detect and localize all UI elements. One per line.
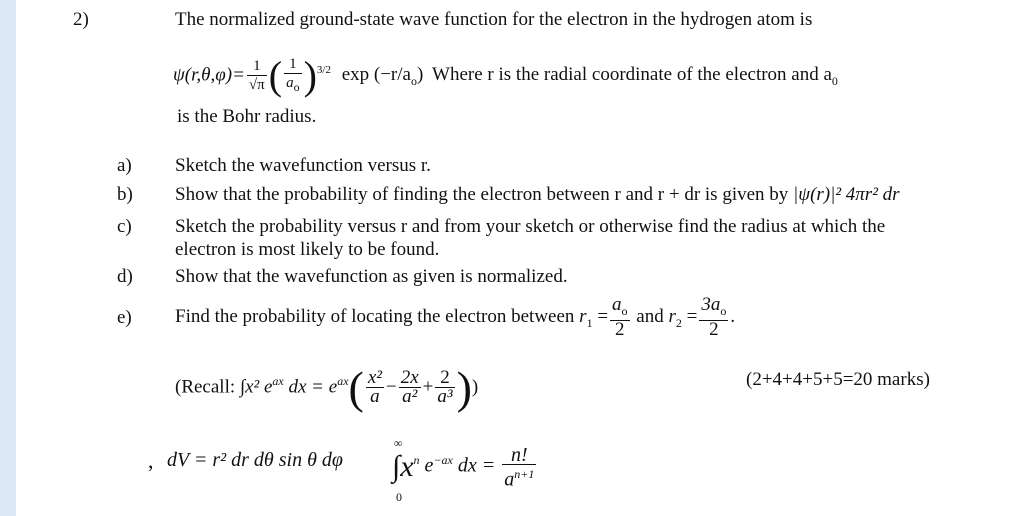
recall-formula: (Recall: ∫x² $e^{ax}$ dx = $e^{ax}$( $\frac{\text{x²}}{a}$ − $\frac{2x}{\text{a²}}$ + $\frac{2}{\text{a³}}$ )) [175, 361, 479, 413]
comma: , [148, 448, 154, 473]
psi-exp-term: $\exp (-r/a_o)$ [341, 64, 424, 89]
part-e-label: e) [117, 307, 132, 328]
part-a-label: a) [117, 155, 132, 176]
wavefunction-equation: ψ(r,θ,φ)= $\frac{1}{√\pi}$ ( $\frac{1}{a_o}$ )$^{3/2}$ $\exp (-r/a_o)$ Where r is the radial coordinate of the electron and $a_0$ [173, 52, 838, 98]
psi-prefactor: $\frac{1}{√\pi}$ [248, 58, 265, 94]
left-margin-bar [0, 0, 16, 516]
gamma-integral: $\int x^n$ $e^{-ax}$ dx = $\frac{n!}{a^{n+1}}$ [392, 443, 535, 491]
bohr-radius-line: is the Bohr radius. [177, 106, 317, 127]
volume-element: dV = r² dr dθ sin θ dφ [167, 449, 343, 471]
part-c-text-2: electron is most likely to be found. [175, 239, 440, 260]
recall-term-3: $\frac{2}{\text{a³}}$ [437, 367, 453, 408]
part-a-text: Sketch the wavefunction versus r. [175, 155, 431, 176]
part-c-label: c) [117, 216, 132, 237]
question-number: 2) [73, 9, 89, 30]
part-c-text: Sketch the probability versus r and from your sketch or otherwise find the radius at which the [175, 216, 886, 237]
integral-lower: 0 [396, 490, 402, 504]
part-b-label: b) [117, 184, 133, 205]
recall-term-2: $\frac{2x}{\text{a²}}$ [400, 367, 419, 408]
part-d-label: d) [117, 266, 133, 287]
part-b-formula: |ψ(r)|² 4πr² dr [793, 184, 900, 205]
gamma-rhs: $\frac{n!}{a^{n+1}}$ [504, 443, 535, 491]
r1-fraction: $\frac{a_o}{2}$ [612, 294, 628, 341]
recall-term-1: $\frac{\text{x²}}{a}$ [367, 367, 382, 408]
part-e-text: Find the probability of locating the electron between $r_1$ = $\frac{a_o}{2}$ and $r_2$ = $\frac{3a_o}{2}$ . [175, 294, 736, 341]
marks-text: (2+4+4+5+5=20 marks) [746, 369, 930, 390]
part-d-text: Show that the wavefunction as given is normalized. [175, 266, 568, 287]
psi-lhs: ψ(r,θ,φ)= [173, 64, 245, 86]
r2-fraction: $\frac{3a_o}{2}$ [701, 294, 727, 341]
integral-upper: ∞ [394, 436, 403, 450]
question-intro: The normalized ground-state wave function for the electron in the hydrogen atom is [175, 9, 813, 30]
where-text: Where r is the radial coordinate of the electron and $a_0$ [432, 64, 838, 89]
psi-exponent: 3/2 [316, 64, 331, 76]
part-b-text: Show that the probability of finding the electron between r and r + dr is given by |ψ(r)|² 4πr² dr [175, 184, 900, 205]
psi-inner-fraction: $\frac{1}{a_o}$ [286, 56, 300, 95]
